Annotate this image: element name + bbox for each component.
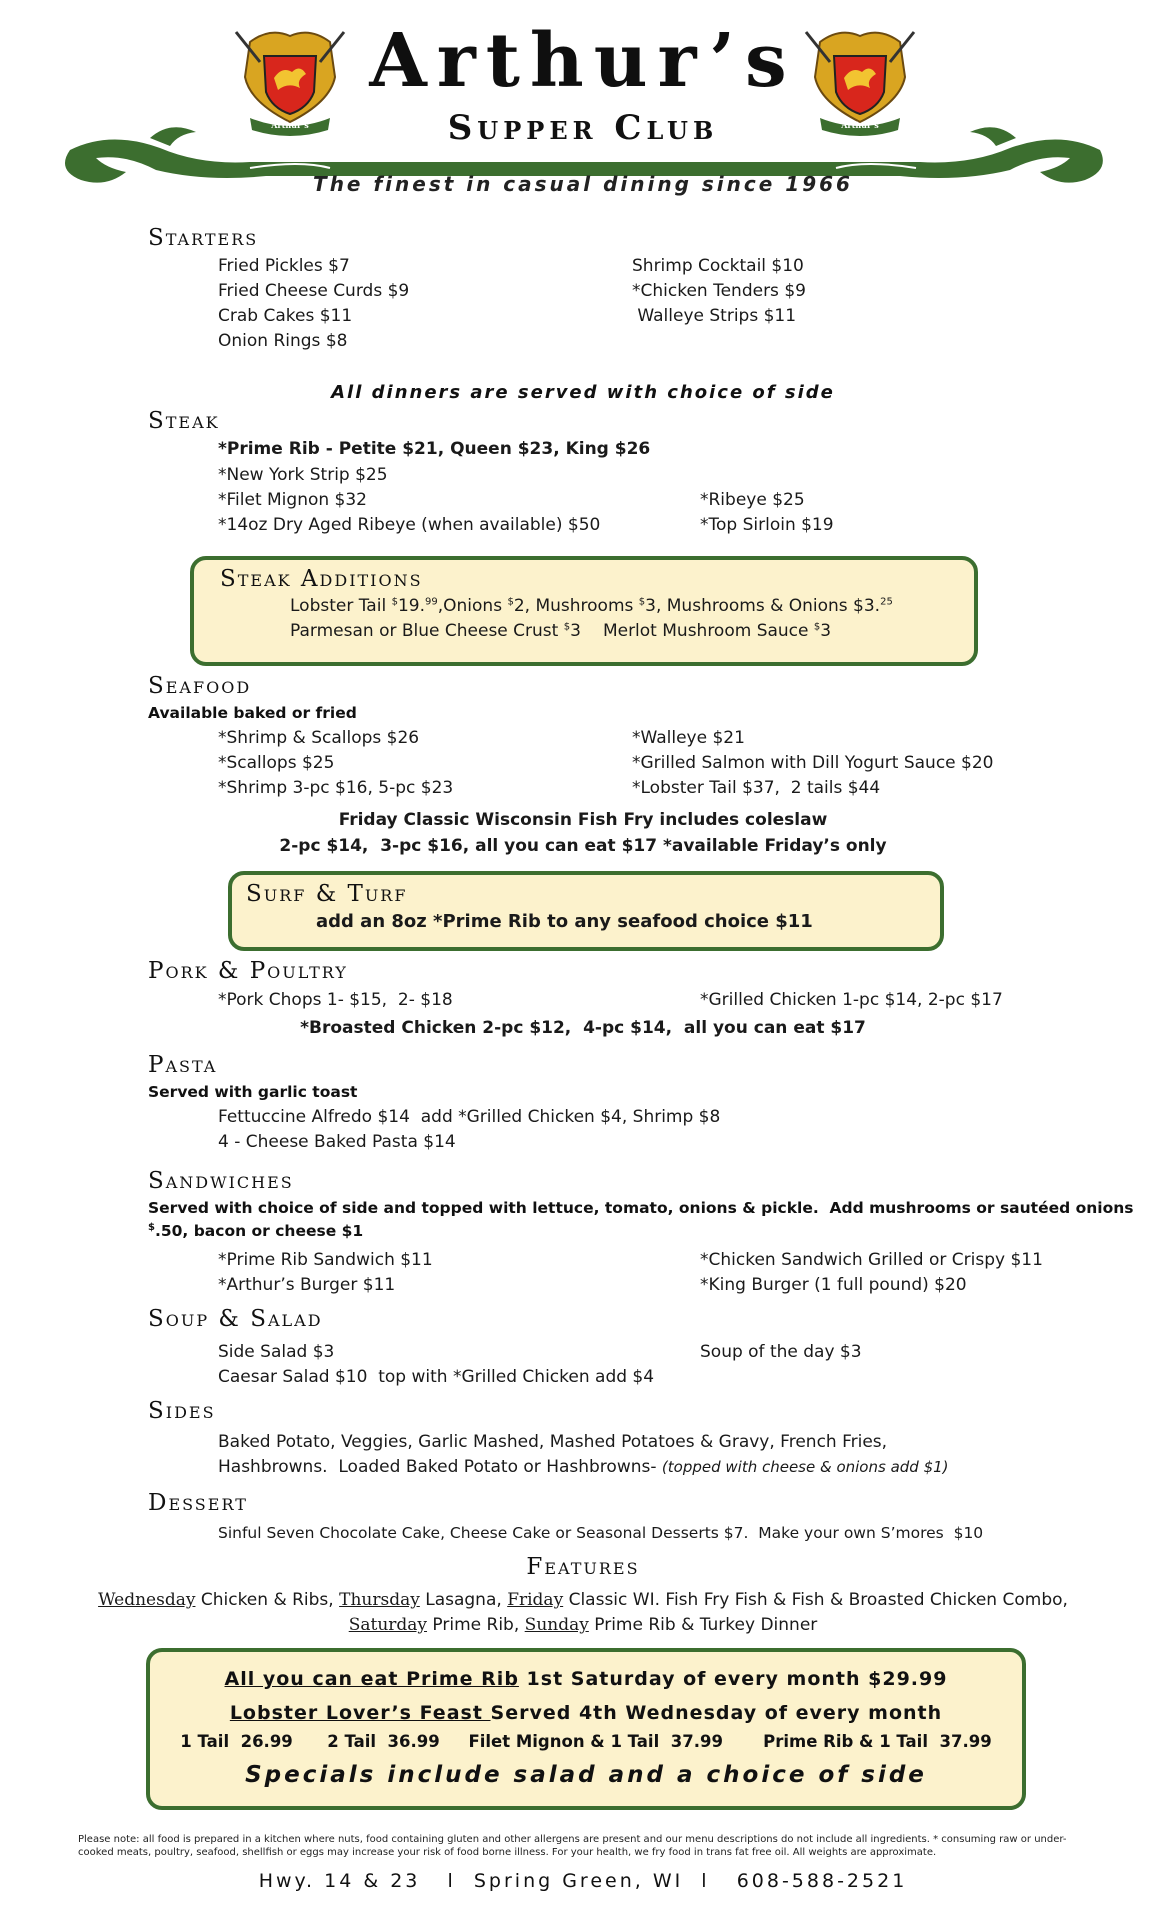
broasted-chicken-item: *Broasted Chicken 2-pc $12, 4-pc $14, all you can eat $17 [300,1018,866,1038]
steak-additions-line2: Parmesan or Blue Cheese Crust $3 Merlot Mushroom Sauce $3 [290,621,832,641]
list-item: Walleye Strips $11 [632,306,797,326]
sides-line-2: Hashbrowns. Loaded Baked Potato or Hashbrowns- (topped with cheese & onions add $1) [218,1457,949,1477]
list-item: *Walleye $21 [632,728,745,748]
specials-closing: Specials include salad and a choice of side [245,1762,927,1788]
steak-additions-box [190,556,978,666]
fish-fry-line-1: Friday Classic Wisconsin Fish Fry includes coleslaw [338,810,828,830]
surf-turf-heading: Surf & Turf [246,881,408,907]
list-item: *King Burger (1 full pound) $20 [700,1275,967,1295]
section-pork-poultry: Pork & Poultry [148,958,348,984]
special-prime-rib: All you can eat Prime Rib 1st Saturday of every month $29.99 [224,1668,948,1690]
restaurant-name: Arthur’s [369,18,797,104]
section-sides: Sides [148,1398,216,1424]
list-item: Soup of the day $3 [700,1342,862,1362]
crest-right-banner: Arthur’s [841,120,879,130]
list-item: Side Salad $3 [218,1342,335,1362]
seafood-note: Available baked or fried [148,704,357,722]
section-soup-salad: Soup & Salad [148,1306,323,1332]
sandwiches-note-1: Served with choice of side and topped with lettuce, tomato, onions & pickle. Add mushrooms or sautéed onions [148,1199,1134,1217]
sandwiches-note-2: $.50, bacon or cheese $1 [148,1222,364,1241]
list-item: *Chicken Tenders $9 [632,281,806,301]
list-item: Fettuccine Alfredo $14 add *Grilled Chicken $4, Shrimp $8 [218,1107,721,1127]
list-item: *Pork Chops 1- $15, 2- $18 [218,990,453,1010]
section-seafood: Seafood [148,673,252,699]
list-item: Onion Rings $8 [218,331,348,351]
list-item: *Arthur’s Burger $11 [218,1275,396,1295]
list-item: *Filet Mignon $32 [218,490,367,510]
features-line-1: Wednesday Chicken & Ribs, Thursday Lasagna, Friday Classic WI. Fish Fry Fish & Fish & Broasted Chicken Combo, [98,1590,1068,1610]
pasta-note: Served with garlic toast [148,1083,358,1101]
list-item: 4 - Cheese Baked Pasta $14 [218,1132,456,1152]
section-starters: Starters [148,225,259,251]
section-features: Features [526,1554,640,1580]
steak-additions-line1: Lobster Tail $19.99,Onions $2, Mushrooms $3, Mushrooms & Onions $3.25 [290,596,893,616]
list-item: Caesar Salad $10 top with *Grilled Chicken add $4 [218,1367,655,1387]
fish-fry-line-2: 2-pc $14, 3-pc $16, all you can eat $17 *available Friday’s only [279,836,887,856]
footer-contact: Hwy. 14 & 23 l Spring Green, WI l 608-588-2521 [258,1870,908,1892]
restaurant-subtitle: Supper Club [447,108,719,148]
list-item: *Prime Rib Sandwich $11 [218,1250,433,1270]
list-item: *Scallops $25 [218,753,335,773]
features-line-2: Saturday Prime Rib, Sunday Prime Rib & Turkey Dinner [348,1615,818,1635]
sides-line-1: Baked Potato, Veggies, Garlic Mashed, Mashed Potatoes & Gravy, French Fries, [218,1432,888,1452]
list-item: Shrimp Cocktail $10 [632,256,804,276]
list-item: *Chicken Sandwich Grilled or Crispy $11 [700,1250,1043,1270]
list-item: *Grilled Salmon with Dill Yogurt Sauce $20 [632,753,994,773]
section-sandwiches: Sandwiches [148,1168,294,1194]
list-item: *Grilled Chicken 1-pc $14, 2-pc $17 [700,990,1003,1010]
specials-box [146,1648,1026,1810]
list-item: *14oz Dry Aged Ribeye (when available) $50 [218,515,601,535]
list-item: *Shrimp 3-pc $16, 5-pc $23 [218,778,454,798]
section-steak: Steak [148,408,220,434]
list-item: *Top Sirloin $19 [700,515,834,535]
list-item: *Shrimp & Scallops $26 [218,728,420,748]
dessert-text: Sinful Seven Chocolate Cake, Cheese Cake or Seasonal Desserts $7. Make your own S’mores $10 [218,1524,984,1542]
header [0,0,1166,220]
list-item: Fried Pickles $7 [218,256,350,276]
tagline: The finest in casual dining since 1966 [313,172,853,196]
special-lobster-prices: 1 Tail 26.99 2 Tail 36.99 Filet Mignon & 1 Tail 37.99 Prime Rib & 1 Tail 37.99 [180,1732,992,1751]
crest-left-banner: Arthur’s [271,120,309,130]
list-item: *Ribeye $25 [700,490,805,510]
prime-rib-item: *Prime Rib - Petite $21, Queen $23, King $26 [218,439,651,459]
dinner-note: All dinners are served with choice of side [331,382,835,403]
section-pasta: Pasta [148,1052,218,1078]
list-item: *New York Strip $25 [218,465,388,485]
surf-turf-box [228,871,944,951]
steak-additions-heading: Steak Additions [220,566,423,592]
allergen-disclaimer: Please note: all food is prepared in a kitchen where nuts, food containing gluten and other allergens are present and our menu descriptions do not include all ingredients. * consuming raw or under-cooked meats, poultry, seafood, shellfish or eggs may increase your risk of food borne illness. For your health, we fry food in trans fat free oil. All weights are approximate. [78,1834,1067,1858]
special-lobster-feast: Lobster Lover’s Feast Served 4th Wednesday of every month [229,1702,943,1724]
list-item: Crab Cakes $11 [218,306,353,326]
list-item: *Lobster Tail $37, 2 tails $44 [632,778,881,798]
surf-turf-text: add an 8oz *Prime Rib to any seafood choice $11 [316,911,813,932]
list-item: Fried Cheese Curds $9 [218,281,410,301]
section-dessert: Dessert [148,1490,248,1516]
